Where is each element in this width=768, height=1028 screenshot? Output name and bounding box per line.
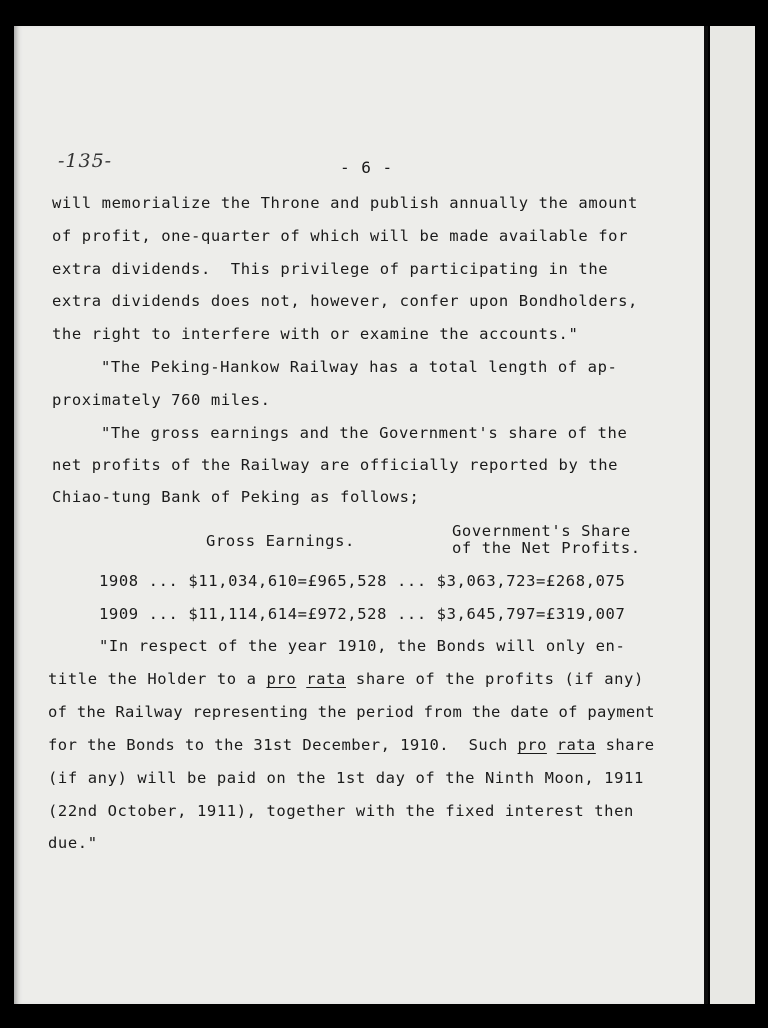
underlined-word: pro [266, 670, 297, 688]
text-line: "The Peking-Hankow Railway has a total length of ap- [101, 358, 618, 376]
text-line: proximately 760 miles. [52, 391, 271, 409]
text-line: (22nd October, 1911), together with the fixed interest then [48, 802, 634, 820]
table-header-government-share: Government's Share [452, 522, 631, 540]
binding-edge [704, 26, 708, 1004]
text-segment [547, 736, 557, 754]
text-segment: title the Holder to a [48, 670, 267, 688]
handwritten-page-note: -135- [58, 150, 113, 172]
text-line: Chiao-tung Bank of Peking as follows; [52, 488, 420, 506]
text-segment: for the Bonds to the 31st December, 1910. Such [48, 736, 518, 754]
page-number: - 6 - [340, 158, 394, 177]
text-segment [296, 670, 306, 688]
table-row: 1909 ... $11,114,614=£972,528 ... $3,645,797=£319,007 [99, 605, 626, 623]
text-line: extra dividends does not, however, confer upon Bondholders, [52, 292, 638, 310]
adjacent-page-edge [710, 26, 755, 1004]
underlined-word: rata [306, 670, 346, 688]
text-line: "The gross earnings and the Government's share of the [101, 424, 628, 442]
text-line: "In respect of the year 1910, the Bonds will only en- [99, 637, 626, 655]
text-line: extra dividends. This privilege of participating in the [52, 260, 609, 278]
text-line: the right to interfere with or examine the accounts." [52, 325, 579, 343]
text-line: will memorialize the Throne and publish annually the amount [52, 194, 638, 212]
text-line: net profits of the Railway are officially reported by the [52, 456, 619, 474]
text-line: due." [48, 834, 98, 852]
text-segment: share of the profits (if any) [345, 670, 644, 688]
underlined-word: pro [517, 736, 547, 754]
table-header-gross-earnings: Gross Earnings. [206, 532, 355, 550]
text-line: of the Railway representing the period from the date of payment [48, 703, 655, 721]
table-row: 1908 ... $11,034,610=£965,528 ... $3,063,723=£268,075 [99, 572, 626, 590]
text-line [48, 736, 655, 754]
text-line: (if any) will be paid on the 1st day of the Ninth Moon, 1911 [48, 769, 644, 787]
text-line [48, 670, 644, 688]
text-segment: share [595, 736, 655, 754]
table-header-government-share-line2: of the Net Profits. [452, 539, 641, 557]
underlined-word: rata [556, 736, 596, 754]
text-line: of profit, one-quarter of which will be made available for [52, 227, 629, 245]
